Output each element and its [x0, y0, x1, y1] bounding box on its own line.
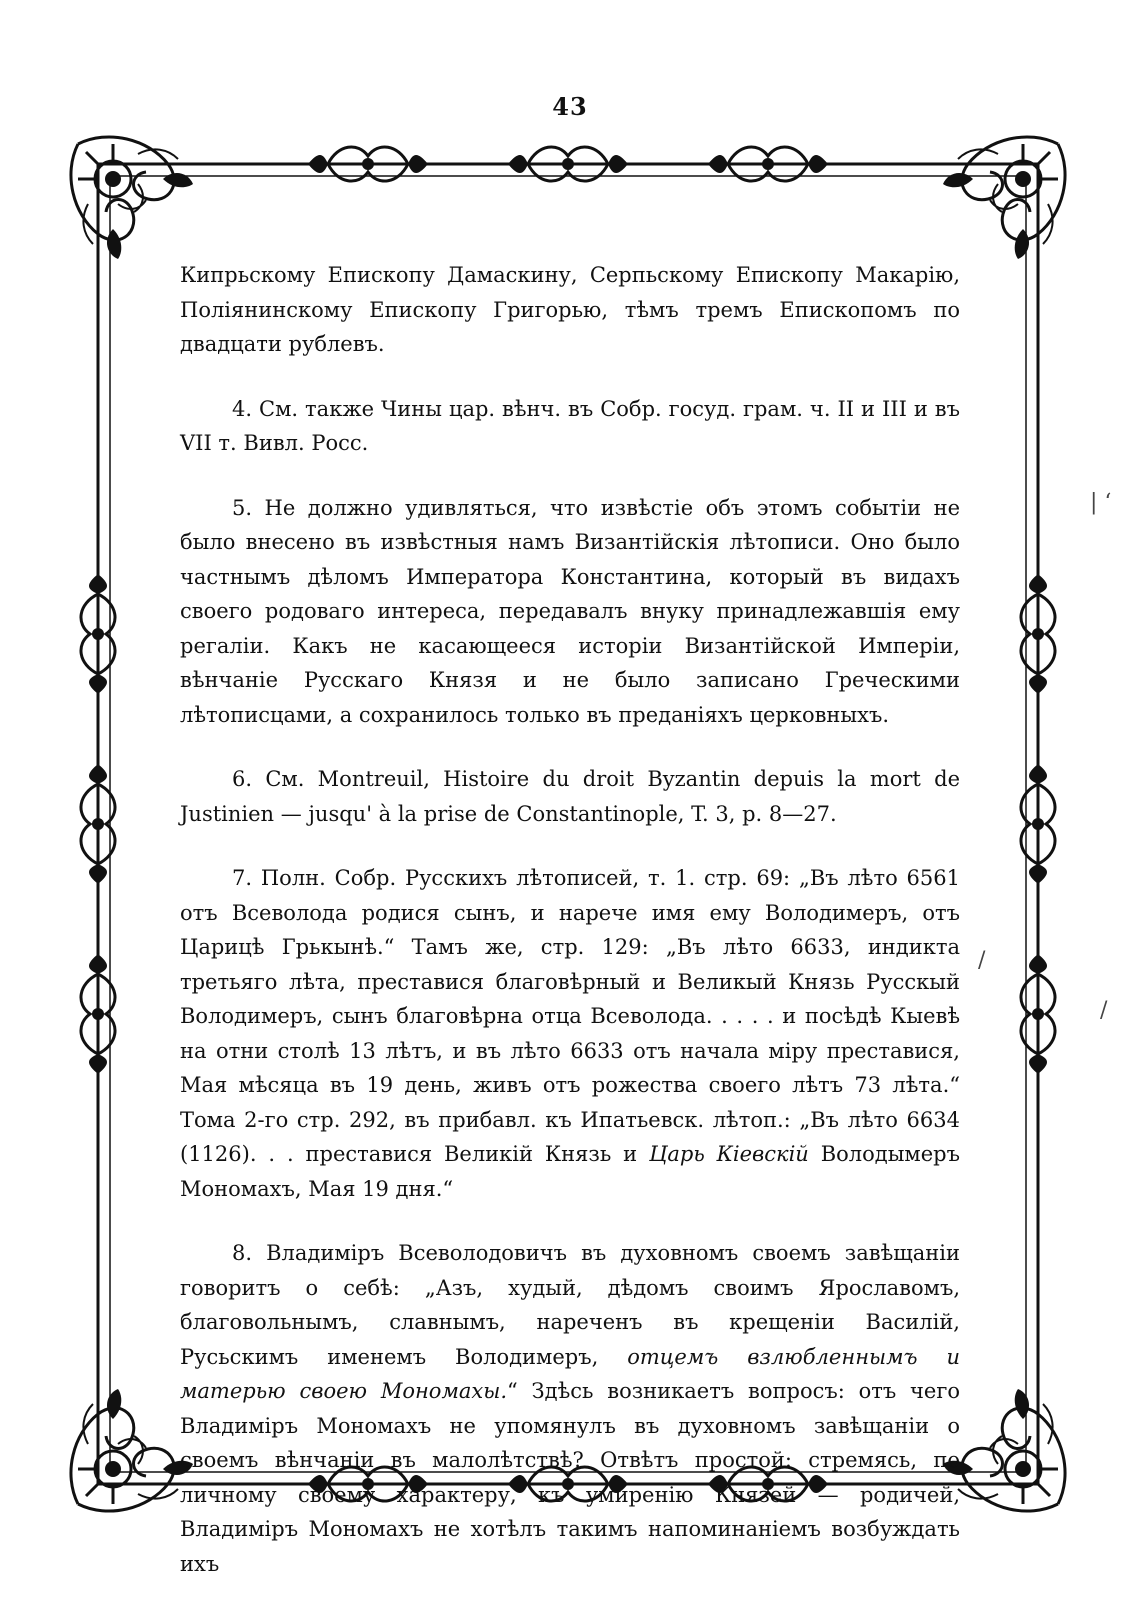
paragraph-7-text: 7. Полн. Собр. Русскихъ лѣтописей, т. 1. стр. 69: „Въ лѣто 6561 отъ Всеволода родися сынъ, и нарече имя ему Володимеръ, отъ Царицѣ Грькынѣ.“ Тамъ же, стр. 129: „Въ лѣто 6633, индикта третьяго лѣта, преставися благовѣрный и Великый Князь Русскый Володимеръ, сынъ благовѣрна отца Всеволода. . . . . и посѣдѣ Кыевѣ на отни столѣ 13 лѣтъ, и въ лѣто 6633 отъ начала міру преставися, Мая мѣсяца въ 19 день, живъ отъ рожества своего лѣтъ 73 лѣта.“ Тома 2-го стр. 292, въ прибавл. къ Ипатьевск. лѣтоп.: „Въ лѣто 6634 (1126). . . преставися Великій Князь и — [180, 866, 960, 1166]
margin-mark: / — [1100, 998, 1108, 1023]
paragraph-8-italic: отцемъ взлюбленнымъ и матерью своею Мономахы. — [180, 1344, 961, 1403]
margin-mark: / — [978, 948, 986, 973]
paragraph-7 — [180, 861, 960, 1206]
page-number: 43 — [552, 92, 588, 121]
paragraph-8 — [180, 1236, 960, 1581]
paragraph-6: 6. См. Montreuil, Histoire du droit Byzantin depuis la mort de Justinien — jusqu' à la prise de Constantinople, T. 3, p. 8—27. — [180, 767, 960, 826]
paragraph-7-italic: Царь Кіевскій — [649, 1142, 809, 1166]
text-body — [180, 258, 960, 1611]
paragraph-7-end: Володымеръ Мономахъ, Мая 19 дня.“ — [180, 1142, 960, 1201]
paragraph-8-end: “ Здѣсь возникаетъ вопросъ: отъ чего Владиміръ Мономахъ не упомянулъ въ духовномъ завѣщаніи о своемъ вѣнчаніи въ малолѣтствѣ? Отвѣтъ простой: стремясь, по личному своему характеру, къ умиренію Князей — родичей, Владиміръ Мономахъ не хотѣлъ такимъ напоминаніемъ возбуждать ихъ — [180, 1379, 960, 1576]
paragraph-3-continuation: Кипрьскому Епископу Дамаскину, Серпьскому Епископу Макарію, Поліянинскому Епископу Григорью, тѣмъ тремъ Епископомъ по двадцати рублевъ. — [180, 263, 960, 356]
paragraph-8-text: 8. Владиміръ Всеволодовичъ въ духовномъ своемъ завѣщаніи говоритъ о себѣ: „Азъ, худый, дѣдомъ своимъ Ярославомъ, благовольнымъ, славнымъ, нареченъ въ крещеніи Василій, Русьскимъ именемъ Володимеръ, — [180, 1241, 960, 1369]
paragraph-5: 5. Не должно удивляться, что извѣстіе объ этомъ событіи не было внесено въ извѣстныя намъ Византійскія лѣтописи. Оно было частнымъ дѣломъ Императора Константина, который въ видахъ своего родоваго интереса, передавалъ внуку принадлежавшія ему регаліи. Какъ не касающееся исторіи Византійской Имперіи, вѣнчаніе Русскаго Князя и не было записано Греческими лѣтописцами, а сохранилось только въ преданіяхъ церковныхъ. — [180, 495, 960, 727]
paragraph-4: 4. См. также Чины цар. вѣнч. въ Собр. госуд. грам. ч. II и III и въ VII т. Вивл. Росс. — [180, 396, 960, 455]
margin-mark: | ‘ — [1090, 490, 1112, 515]
